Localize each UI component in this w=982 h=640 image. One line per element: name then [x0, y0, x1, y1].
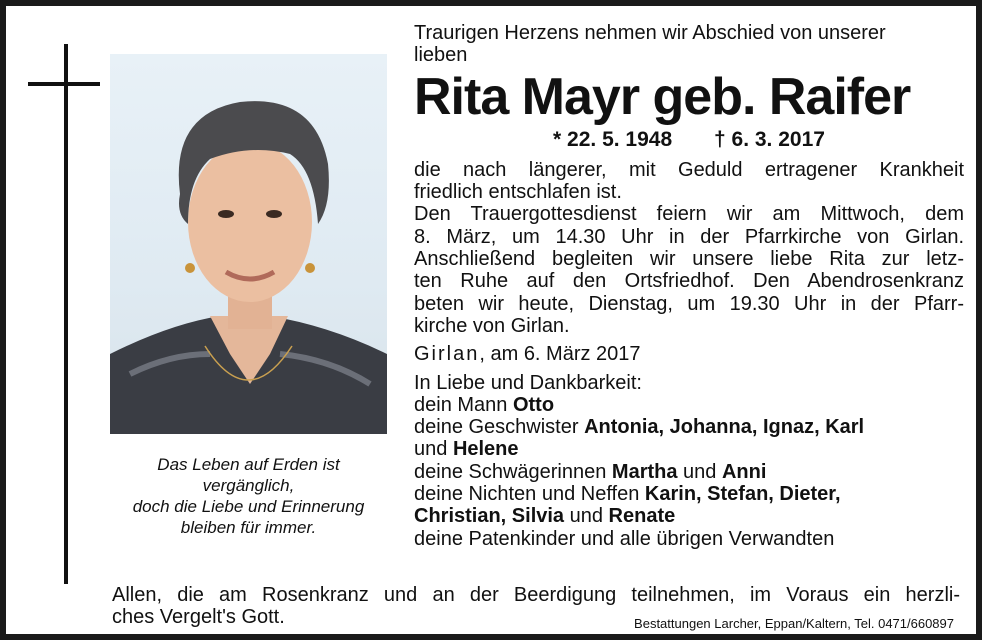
thanks-line: Allen, die am Rosenkranz und an der Beerdigung teilnehmen, im Voraus ein herzli- — [112, 584, 960, 606]
death-date: † 6. 3. 2017 — [714, 127, 825, 151]
body-line: friedlich entschlafen ist. — [414, 181, 622, 204]
body-line: die nach längerer, mit Geduld ertragener Krankheit — [414, 158, 964, 181]
thanks-line: ches Vergelt's Gott. — [112, 606, 285, 629]
body-line: kirche von Girlan. — [414, 314, 570, 337]
sibling-names: Antonia, Johanna, Ignaz, Karl — [584, 416, 865, 439]
quote-line: doch die Liebe und Erinnerung — [132, 497, 365, 516]
family-label: deine Geschwister — [414, 416, 585, 439]
memorial-quote — [110, 454, 387, 538]
body-line: 8. März, um 14.30 Uhr in der Pfarrkirche von Girlan. — [414, 225, 964, 248]
intro-line: Traurigen Herzens nehmen wir Abschied von unserer — [414, 22, 886, 44]
family-husband — [414, 394, 964, 416]
portrait-illustration — [110, 54, 387, 434]
body-line: beten wir heute, Dienstag, um 19.30 Uhr in der Pfarr- — [414, 292, 964, 315]
place-date-line — [414, 343, 964, 365]
niece-name: Renate — [608, 505, 676, 528]
undertaker-credit: Bestattungen Larcher, Eppan/Kaltern, Tel. 0471/660897 — [634, 616, 954, 631]
family-inlaws — [414, 461, 964, 483]
body-line: ten Ruhe auf den Ortsfriedhof. Den Abendrosenkranz — [414, 270, 964, 293]
body-line: Anschließend begleiten wir unsere liebe Rita zur letz- — [414, 248, 964, 271]
body-line: Den Trauergottesdienst feiern wir am Mittwoch, dem — [414, 203, 964, 226]
birth-date: * 22. 5. 1948 — [553, 127, 673, 151]
sibling-name: Helene — [452, 438, 519, 461]
inlaw-name: Anni — [721, 460, 767, 483]
portrait-photo — [110, 54, 387, 434]
cross-vertical-bar — [64, 44, 68, 584]
quote-line: vergänglich, — [202, 476, 295, 495]
family-label: deine Schwägerinnen — [414, 460, 612, 483]
family-label: und — [564, 505, 609, 528]
niece-names: Karin, Stefan, Dieter, — [644, 483, 841, 506]
family-siblings-cont — [414, 438, 964, 460]
life-dates — [414, 129, 964, 151]
notice-text — [414, 22, 964, 550]
family-intro: In Liebe und Dankbarkeit: — [414, 371, 642, 394]
husband-name: Otto — [512, 393, 555, 416]
family-label: und — [414, 438, 453, 461]
quote-line: Das Leben auf Erden ist — [157, 455, 340, 474]
place-name: Girlan — [414, 343, 480, 366]
family-siblings — [414, 416, 964, 438]
family-nieces-cont — [414, 505, 964, 527]
quote-line: bleiben für immer. — [180, 518, 317, 537]
inlaw-name: Martha — [611, 460, 678, 483]
cross-horizontal-bar — [28, 82, 100, 86]
notice-date: , am 6. März 2017 — [479, 343, 641, 366]
family-label: dein Mann — [414, 393, 513, 416]
niece-names: Christian, Silvia — [414, 505, 565, 528]
deceased-name: Rita Mayr geb. Raifer — [414, 67, 911, 126]
family-label: und — [677, 460, 722, 483]
family-label: deine Nichten und Neffen — [414, 483, 645, 506]
family-nieces — [414, 483, 964, 505]
family-godchildren: deine Patenkinder und alle übrigen Verwandten — [414, 527, 835, 550]
intro-line: lieben — [414, 44, 468, 67]
